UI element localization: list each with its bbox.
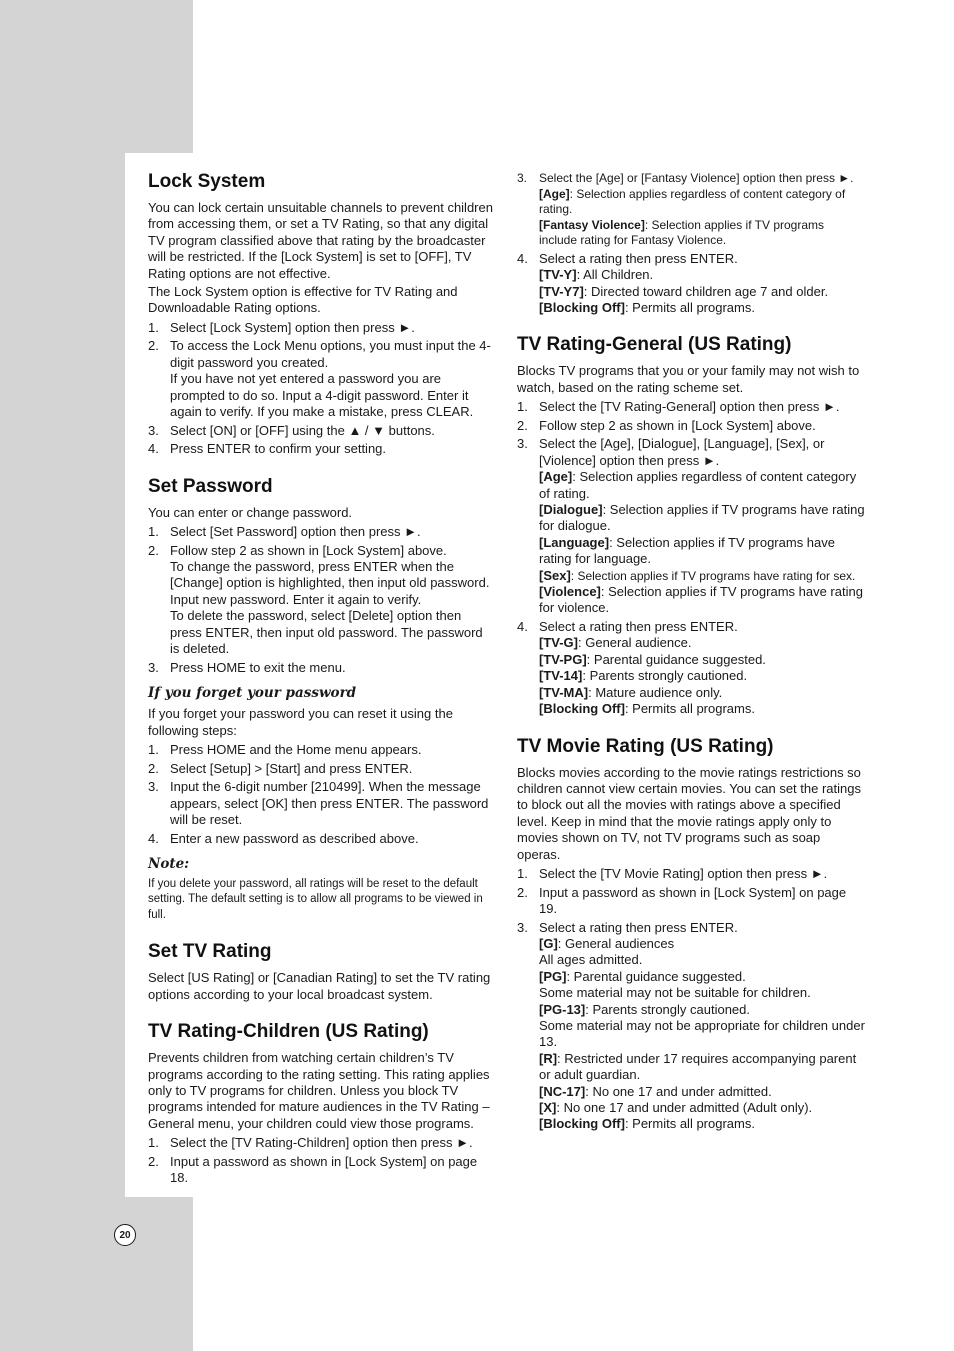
lock-system-steps xyxy=(148,320,494,458)
tv-children-steps-b xyxy=(517,171,865,316)
option-line: [TV-Y]: All Children. xyxy=(539,267,654,283)
tv-children-heading: TV Rating-Children (US Rating) xyxy=(148,1021,429,1043)
forget-password-intro: If you forget your password you can reset it using the following steps: xyxy=(148,706,453,738)
note-heading: Note: xyxy=(148,855,190,872)
option-line: [TV-Y7]: Directed toward children age 7 and older. xyxy=(539,283,829,299)
option-detail: Some material may not be suitable for children. xyxy=(539,985,811,1001)
list-item: 1. Select the [TV Movie Rating] option then press ►. xyxy=(517,865,828,881)
tv-children-intro: Prevents children from watching certain children’s TV programs according to the rating setting. This rating applies only to TV programs for children. Unless you block TV programs intended for mature audiences in the TV Rating – General menu, your children could view those programs. xyxy=(148,1050,490,1131)
tv-movie-heading: TV Movie Rating (US Rating) xyxy=(517,735,774,757)
option-line: [TV-G]: General audience. xyxy=(539,635,692,651)
list-item: 2. Follow step 2 as shown in [Lock System] above. To change the password, press ENTER when the [Change] option is highlighted, then input old password. Input new password. Enter it again to verify. To delete the password, select [Delete] option then press ENTER, then input old password. The password is deleted. xyxy=(148,543,494,658)
lock-system-intro: You can lock certain unsuitable channels to prevent children from accessing them, or set a TV Rating, so that any digital TV program classified above that rating by the broadcaster will be restricted. If the [Lock System] is set to [OFF], TV Rating options are not effective. xyxy=(148,200,493,281)
lock-system-intro-2: The Lock System option is effective for TV Rating and Downloadable Rating options. xyxy=(148,284,458,316)
list-item: 3. Select [ON] or [OFF] using the ▲ / ▼ buttons. xyxy=(148,422,435,438)
list-item: 4. Press ENTER to confirm your setting. xyxy=(148,441,387,457)
option-line: [TV-MA]: Mature audience only. xyxy=(539,684,723,700)
option-line: [Sex]: Selection applies if TV programs have rating for sex. xyxy=(539,567,856,583)
list-item: 4. Select a rating then press ENTER. [TV-Y]: All Children. [TV-Y7]: Directed toward children age 7 and older. [Blocking Off]: Permits all programs. xyxy=(517,251,865,317)
list-item: 3. Input the 6-digit number [210499]. When the message appears, select [OK] then press ENTER. The password will be reset. xyxy=(148,779,489,827)
option-line: [TV-PG]: Parental guidance suggested. xyxy=(539,651,766,667)
list-item: 2. Select [Setup] > [Start] and press ENTER. xyxy=(148,760,413,776)
list-item: 1. Select [Set Password] option then press ►. xyxy=(148,524,421,540)
option-line: [PG-13]: Parents strongly cautioned. xyxy=(539,1001,750,1017)
step-detail: If you have not yet entered a password you are prompted to do so. Input a 4-digit password. Enter it again to verify. If you make a mistake, press CLEAR. xyxy=(170,371,474,420)
list-item: 1. Select the [TV Rating-General] option then press ►. xyxy=(517,399,840,415)
option-line: [PG]: Parental guidance suggested. xyxy=(539,968,746,984)
option-line: [Dialogue]: Selection applies if TV programs have rating for dialogue. xyxy=(539,501,865,534)
set-tv-rating-text: Select [US Rating] or [Canadian Rating] to set the TV rating options according to your local broadcast system. xyxy=(148,970,491,1002)
option-line: [NC-17]: No one 17 and under admitted. xyxy=(539,1083,772,1099)
tv-general-steps xyxy=(517,399,865,717)
tv-general-heading: TV Rating-General (US Rating) xyxy=(517,334,792,356)
step-detail: To change the password, press ENTER when the [Change] option is highlighted, then input old password. Input new password. Enter it again to verify. xyxy=(170,559,490,607)
option-line: [X]: No one 17 and under admitted (Adult only). xyxy=(539,1100,813,1115)
option-line: [R]: Restricted under 17 requires accompanying parent or adult guardian. xyxy=(539,1050,857,1083)
list-item: 3. Press HOME to exit the menu. xyxy=(148,659,346,675)
forget-password-steps xyxy=(148,742,494,847)
option-line: [TV-14]: Parents strongly cautioned. xyxy=(539,668,748,684)
tv-movie-intro: Blocks movies according to the movie ratings restrictions so children cannot view certain movies. You can set the ratings to block out all the movies with ratings above a specified level. Keep in mind that the movie ratings apply only to movies shown on TV, not TV programs such as soap operas. xyxy=(517,764,861,862)
list-item: 2. Input a password as shown in [Lock System] on page 18. xyxy=(148,1153,478,1186)
list-item: 3. Select the [Age], [Dialogue], [Language], [Sex], or [Violence] option then press ►. [Age]: Selection applies regardless of content category of rating. [Dialogue]: Selection applies if TV programs have rating for dialogue. [Language]: Selection applies if TV programs have rating for language. [Sex]: Selection applies if TV programs have rating for sex. [Violence]: Selection applies if TV programs have rating for violence. xyxy=(517,436,865,616)
option-line: [Blocking Off]: Permits all programs. xyxy=(539,299,755,315)
set-tv-rating-heading: Set TV Rating xyxy=(148,941,272,963)
option-detail: All ages admitted. xyxy=(539,952,643,968)
set-password-steps xyxy=(148,524,494,676)
list-item: 2. To access the Lock Menu options, you must input the 4-digit password you created. If you have not yet entered a password you are prompted to do so. Input a 4-digit password. Enter it again to verify. If you make a mistake, press CLEAR. xyxy=(148,338,494,420)
list-item: 4. Enter a new password as described above. xyxy=(148,830,419,846)
list-item: 4. Select a rating then press ENTER. [TV-G]: General audience. [TV-PG]: Parental guidance suggested. [TV-14]: Parents strongly cautioned. [TV-MA]: Mature audience only. [Blocking Off]: Permits all programs. xyxy=(517,619,865,717)
option-detail: Some material may not be appropriate for children under 13. xyxy=(539,1017,865,1050)
tv-children-steps-a xyxy=(148,1135,494,1186)
set-password-heading: Set Password xyxy=(148,475,273,497)
list-item: 2. Input a password as shown in [Lock System] on page 19. xyxy=(517,884,847,916)
list-item: 3. Select the [Age] or [Fantasy Violence] option then press ►. [Age]: Selection applies regardless of content category of rating. [Fantasy Violence]: Selection applies if TV programs include rating for Fantasy Violence. xyxy=(517,171,865,249)
forget-password-heading: If you forget your password xyxy=(148,685,357,702)
right-column xyxy=(517,171,865,1135)
lock-system-heading: Lock System xyxy=(148,171,266,192)
tv-general-intro: Blocks TV programs that you or your family may not wish to watch, based on the rating scheme set. xyxy=(517,363,860,395)
set-password-intro: You can enter or change password. xyxy=(148,504,353,520)
list-item: 1. Select the [TV Rating-Children] option then press ►. xyxy=(148,1135,473,1151)
note-text: If you delete your password, all ratings will be reset to the default setting. The default setting is to allow all programs to be viewed in full. xyxy=(148,877,483,921)
option-line: [Age]: Selection applies regardless of content category of rating. xyxy=(539,186,846,216)
option-line: [G]: General audiences xyxy=(539,935,675,951)
option-line: [Blocking Off]: Permits all programs. xyxy=(539,701,755,717)
list-item: 2. Follow step 2 as shown in [Lock System] above. xyxy=(517,417,816,433)
left-column xyxy=(148,171,494,1189)
option-line: [Fantasy Violence]: Selection applies if TV programs include rating for Fantasy Violence. xyxy=(539,217,825,247)
option-line: [Language]: Selection applies if TV programs have rating for language. xyxy=(539,534,835,567)
option-line: [Blocking Off]: Permits all programs. xyxy=(539,1116,755,1132)
page-number: 20 xyxy=(114,1224,136,1246)
option-line: [Age]: Selection applies regardless of content category of rating. xyxy=(539,469,857,501)
tv-movie-steps xyxy=(517,866,865,1133)
list-item: 1. Press HOME and the Home menu appears. xyxy=(148,741,422,757)
list-item: 3. Select a rating then press ENTER. [G]: General audiences All ages admitted. [PG]: Parental guidance suggested. Some material may not be suitable for children. [PG-13]: Parents strongly cautioned. Some material may not be appropriate for children under 13. [R]: Restricted under 17 requires accompanying parent or adult guardian. [NC-17]: No one 17 and under admitted. [X]: No one 17 and under admitted (Adult only). [Blocking Off]: Permits all programs. xyxy=(517,919,865,1132)
list-item: 1. Select [Lock System] option then press ►. xyxy=(148,319,415,335)
option-line: [Violence]: Selection applies if TV programs have rating for violence. xyxy=(539,584,863,616)
step-detail: To delete the password, select [Delete] option then press ENTER, then input old password. The password is deleted. xyxy=(170,608,483,657)
